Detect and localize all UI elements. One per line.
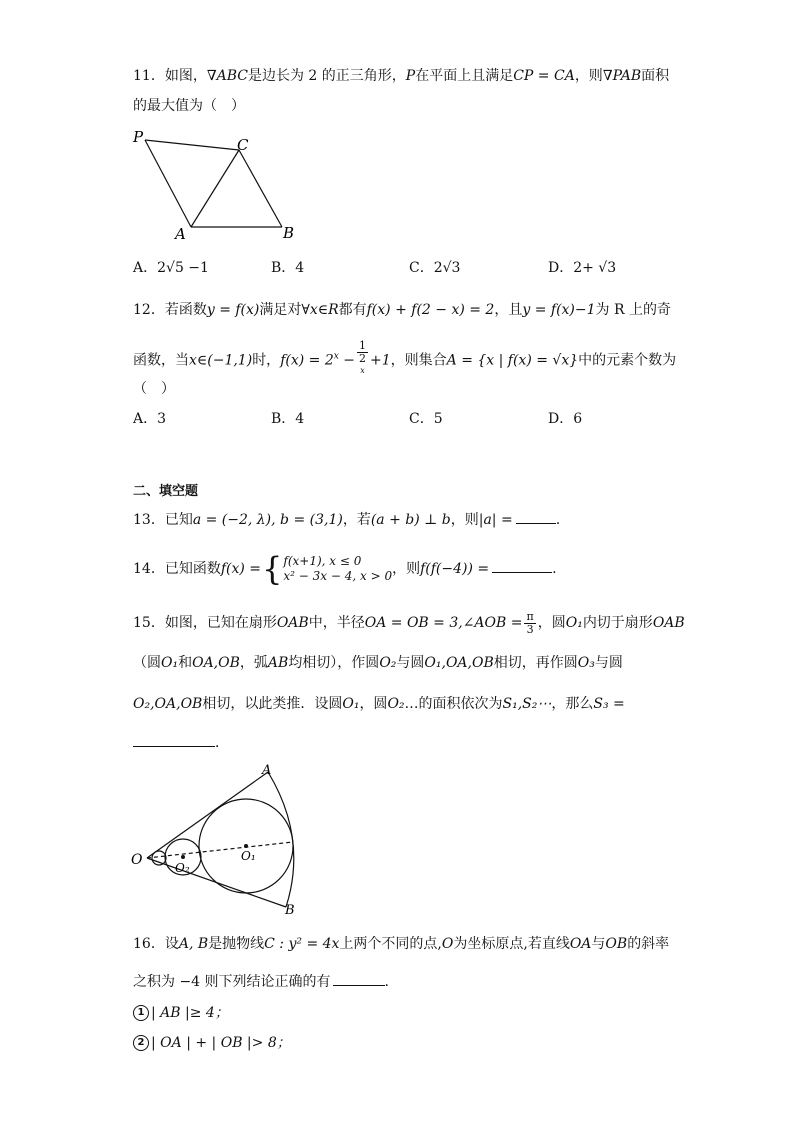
q15-math: AB [267, 655, 289, 671]
q12-text: ，则集合 [390, 352, 447, 369]
q11-line1 [133, 66, 669, 86]
q14-line [133, 548, 557, 590]
q13-text: 13．已知 [133, 512, 193, 528]
q12-text: 满足对 [259, 302, 302, 318]
q11-text: ，则 [574, 68, 603, 84]
q15-text: ，圆 [359, 696, 388, 712]
q15-line4 [133, 733, 229, 753]
q14-math: f(f(−4)) = [420, 561, 490, 577]
q12-math: +1 [370, 352, 391, 369]
q15-label-o1: O₁ [241, 849, 256, 863]
q16-item2-text: | OA | + | OB |> 8； [151, 1035, 291, 1051]
q11-text: 11．如图， [133, 68, 207, 84]
q16-item2-number: 2 [133, 1035, 149, 1051]
q15-text: 与圆 [396, 655, 425, 671]
q12-math: A = {x | f(x) = √x} [446, 352, 579, 369]
q14-answer-blank[interactable] [492, 560, 552, 573]
q12-text: 为 R 上的奇 [595, 302, 671, 318]
q15-figure [125, 760, 310, 920]
q15-math: O₂ [387, 696, 405, 712]
q15-radius-oa [147, 772, 268, 858]
q12-option-b[interactable]: B．4 [271, 411, 305, 427]
q11-label-p: P [133, 128, 144, 146]
q15-math: O₂ [379, 655, 397, 671]
q16-text: 的斜率 [627, 936, 670, 952]
q15-fraction-denominator: 3 [526, 622, 534, 636]
q14-case1: f(x+1), x ≤ 0 [283, 554, 362, 568]
q11-figure-lines [145, 140, 282, 227]
q16-text: . [384, 974, 389, 990]
q16-math: A, B [178, 936, 209, 952]
q12-line3: （ ） [133, 381, 175, 397]
q15-math: O₃ [577, 655, 595, 671]
q11-label-a: A [175, 225, 186, 243]
q14-text: 14．已知函数 [133, 561, 221, 577]
q12-math: x∈(−1,1) [189, 352, 253, 369]
q14-text: ，则 [392, 561, 421, 577]
q15-label-o: O [131, 852, 143, 868]
q15-text: （圆 [133, 655, 161, 671]
q16-text: 与 [591, 936, 606, 952]
q12-text: 时， [252, 352, 281, 369]
q15-arc-ab [268, 772, 294, 907]
q16-text: 之积为 −4 则下列结论正确的有 [133, 974, 331, 990]
q16-text: 是抛物线 [208, 936, 265, 952]
q12-text: 函数，当 [133, 352, 189, 369]
q11-segment-pc [145, 140, 239, 150]
q11-text: 在平面上且满足 [415, 68, 514, 84]
q12-math: − [338, 352, 355, 369]
q15-text: 相切，以此类推．设圆 [202, 696, 343, 712]
q11-segment-pa [145, 140, 191, 227]
q15-text: …的面积依次为 [404, 696, 503, 712]
q15-text: 内切于扇形 [582, 615, 653, 631]
q11-figure [125, 122, 305, 244]
q16-line1 [133, 934, 669, 954]
q15-math: O₁ [565, 615, 583, 631]
q15-fraction [524, 611, 535, 636]
q12-fraction-denominator: 2 $^x$ [359, 352, 366, 375]
q12-option-a[interactable]: A．3 [133, 411, 167, 427]
q14-text: . [552, 561, 557, 577]
q11-segment-cb [239, 150, 282, 227]
q15-text: ，弧 [239, 655, 268, 671]
q12-math: f(x) + f(2 − x) = 2 [366, 302, 495, 318]
q15-line2 [133, 653, 623, 673]
q15-math: OA,OB [192, 655, 240, 671]
q13-math: a = (−2, λ), b = (3,1) [192, 512, 343, 528]
q15-math: OAB [276, 615, 309, 631]
q11-option-d[interactable]: D．2+ √3 [548, 260, 617, 276]
q16-item-2 [133, 1033, 291, 1053]
q16-text: 16．设 [133, 936, 179, 952]
q12-text: 中的元素个数为 [578, 352, 677, 369]
q12-math: y = f(x) [206, 302, 260, 318]
section-title-fill-in: 二、填空题 [133, 484, 199, 499]
q15-text: ，圆 [537, 615, 566, 631]
q12-math: y = f(x)−1 [522, 302, 596, 318]
q11-option-a[interactable]: A．2√5 −1 [133, 260, 209, 276]
q15-circle-o3 [152, 851, 166, 865]
q11-label-c: C [237, 136, 249, 154]
q15-math: O₁ [161, 655, 179, 671]
q15-text: 与圆 [594, 655, 623, 671]
q12-text: ，且 [494, 302, 523, 318]
q11-condition: CP = CA [513, 68, 575, 84]
q11-triangle-abc: ∇ABC [206, 68, 248, 84]
q16-math: OB [605, 936, 628, 952]
q15-math: OAB [652, 615, 685, 631]
q11-option-c[interactable]: C．2√3 [409, 260, 461, 276]
q12-math: f(x) = 2 [280, 352, 334, 369]
q16-math: C : y² = 4x [264, 936, 340, 952]
q11-text: 面积 [641, 68, 670, 84]
q15-line3 [133, 694, 625, 714]
q15-label-b: B [285, 903, 295, 918]
q15-math: O₁ [342, 696, 360, 712]
q15-answer-blank[interactable] [133, 734, 215, 747]
q14-cases [283, 554, 392, 584]
q14-case2: x² − 3x − 4, x > 0 [283, 569, 393, 583]
q15-fraction-numerator: π [526, 609, 534, 623]
q15-text: 中，半径 [308, 615, 365, 631]
q11-point-p: P [405, 68, 416, 84]
q12-text: 都有 [338, 302, 367, 318]
q15-text: 相切，再作圆 [493, 655, 578, 671]
q12-line1 [133, 300, 671, 320]
q15-text: ． [215, 735, 229, 751]
q15-label-a: A [262, 763, 272, 778]
q15-math: S₃ = [593, 696, 625, 712]
q16-text: 为坐标原点,若直线 [453, 936, 570, 952]
q13-math: (a + b) ⊥ b [370, 512, 451, 528]
q16-item-1 [133, 1003, 229, 1023]
q12-option-d[interactable]: D．6 [548, 411, 583, 427]
q12-math: ∀x∈R [301, 302, 339, 318]
q15-center-o2 [181, 855, 185, 859]
q14-brace: { [262, 550, 283, 588]
q11-label-b: B [283, 224, 295, 242]
q13-text: . [555, 512, 561, 528]
q11-option-b[interactable]: B．4 [271, 260, 305, 276]
q15-text: 15．如图，已知在扇形 [133, 615, 277, 631]
q12-fraction-den-base: 2 [359, 352, 366, 365]
q16-text: 上两个不同的点, [339, 936, 442, 952]
q11-segment-ac [191, 150, 239, 227]
q15-math: S₁,S₂⋯ [502, 696, 552, 712]
q16-item1-text: | AB |≥ 4； [151, 1005, 229, 1021]
q15-text: 和 [178, 655, 193, 671]
q11-triangle-pab: ∇PAB [602, 68, 642, 84]
q13-math: |a| = [478, 512, 513, 528]
q15-math: OA = OB = 3,∠AOB = [364, 615, 523, 631]
q16-math: O [441, 936, 454, 952]
q12-fraction-numerator: 1 [359, 339, 366, 352]
q13-text: ，若 [342, 512, 371, 528]
q14-math: f(x) = [220, 561, 262, 577]
q16-item1-number: 1 [133, 1005, 149, 1021]
q12-text: 12．若函数 [133, 302, 207, 318]
q16-line2 [133, 972, 389, 992]
q16-answer-blank[interactable] [333, 973, 385, 986]
q15-math: O₁,OA,OB [424, 655, 494, 671]
q13-line [133, 510, 560, 530]
q15-bisector [147, 842, 293, 858]
q15-text: ，那么 [551, 696, 594, 712]
q12-option-c[interactable]: C．5 [409, 411, 443, 427]
q15-math: O₂,OA,OB [133, 696, 203, 712]
q16-math: OA [569, 936, 592, 952]
q12-fraction [357, 340, 368, 381]
q11-line2: 的最大值为（ ） [133, 98, 245, 114]
q15-center-o1 [244, 844, 248, 848]
q13-text: ，则 [450, 512, 479, 528]
q15-text: 均相切），作圆 [288, 655, 380, 671]
q11-text: 是边长为 2 的正三角形， [247, 68, 406, 84]
q12-line2: 函数，当x∈(−1,1)时，$f(x) = 2^x$ − 1 2 $^x$ +1，则集合A = {x | f(x) = √x}中的元素个数为 [133, 340, 676, 381]
q15-label-o2: O₂ [175, 861, 190, 875]
q13-answer-blank[interactable] [516, 511, 556, 524]
q15-line1 [133, 609, 685, 637]
